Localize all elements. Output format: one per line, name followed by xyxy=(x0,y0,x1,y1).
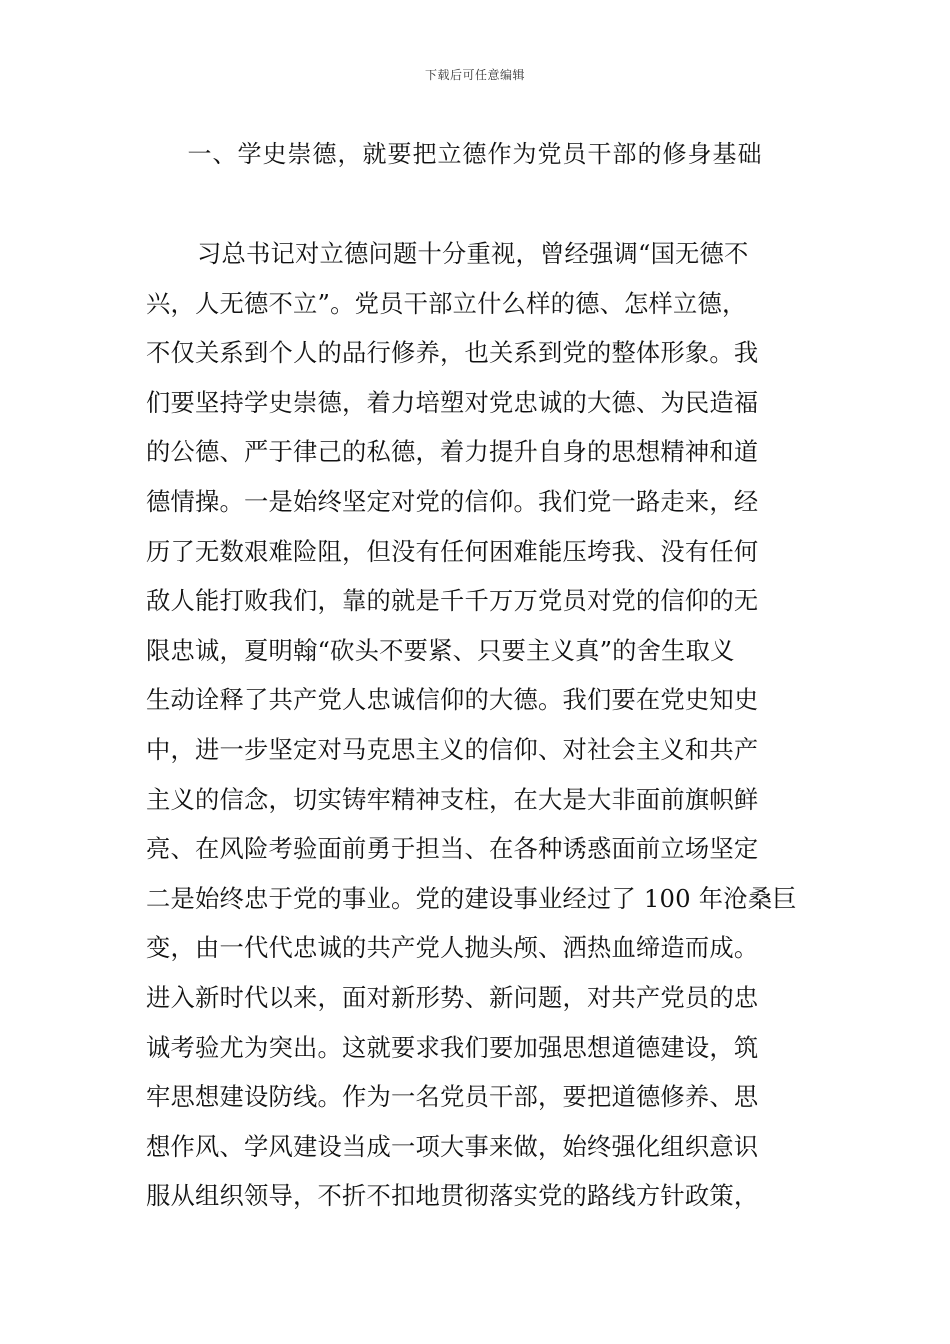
paragraph-line: 诚考验尤为突出。这就要求我们要加强思想道德建设，筑 xyxy=(146,1032,759,1062)
header-note: 下载后可任意编辑 xyxy=(424,68,525,82)
paragraph-line: 德情操。一是始终坚定对党的信仰。我们党一路走来，经 xyxy=(146,486,759,516)
paragraph-line: 二是始终忠于党的事业。党的建设事业经过了 100 年沧桑巨 xyxy=(146,883,797,913)
paragraph-line: 亮、在风险考验面前勇于担当、在各种诱惑面前立场坚定 xyxy=(146,834,759,864)
paragraph-line: 历了无数艰难险阻，但没有任何困难能压垮我、没有任何 xyxy=(146,536,759,566)
paragraph-line: 生动诠释了共产党人忠诚信仰的大德。我们要在党史知史 xyxy=(146,685,759,715)
paragraph-line: 的公德、严于律己的私德，着力提升自身的思想精神和道 xyxy=(146,437,759,467)
paragraph-line: 想作风、学风建设当成一项大事来做，始终强化组织意识 xyxy=(146,1131,759,1161)
paragraph-line: 服从组织领导，不折不扣地贯彻落实党的路线方针政策， xyxy=(146,1181,759,1211)
paragraph-line: 敌人能打败我们，靠的就是千千万万党员对党的信仰的无 xyxy=(146,586,759,616)
paragraph-line: 限忠诚，夏明翰“砍头不要紧、只要主义真”的舍生取义 xyxy=(146,635,735,665)
paragraph-line: 牢思想建设防线。作为一名党员干部，要把道德修养、思 xyxy=(146,1082,759,1112)
paragraph-line: 不仅关系到个人的品行修养，也关系到党的整体形象。我 xyxy=(146,338,759,368)
paragraph-line: 进入新时代以来，面对新形势、新问题，对共产党员的忠 xyxy=(146,982,759,1012)
paragraph-line: 变，由一代代忠诚的共产党人抛头颅、洒热血缔造而成。 xyxy=(146,933,759,963)
paragraph-line: 习总书记对立德问题十分重视，曾经强调“国无德不 xyxy=(197,239,749,268)
section-title: 一、学史崇德，就要把立德作为党员干部的修身基础 xyxy=(187,140,763,168)
paragraph-line: 们要坚持学史崇德，着力培塑对党忠诚的大德、为民造福 xyxy=(146,387,759,417)
body-paragraph xyxy=(146,229,806,1221)
paragraph-line: 中，进一步坚定对马克思主义的信仰、对社会主义和共产 xyxy=(146,734,759,764)
paragraph-line: 主义的信念，切实铸牢精神支柱，在大是大非面前旗帜鲜 xyxy=(146,784,759,814)
paragraph-line: 兴，人无德不立”。党员干部立什么样的德、怎样立德， xyxy=(146,288,747,318)
